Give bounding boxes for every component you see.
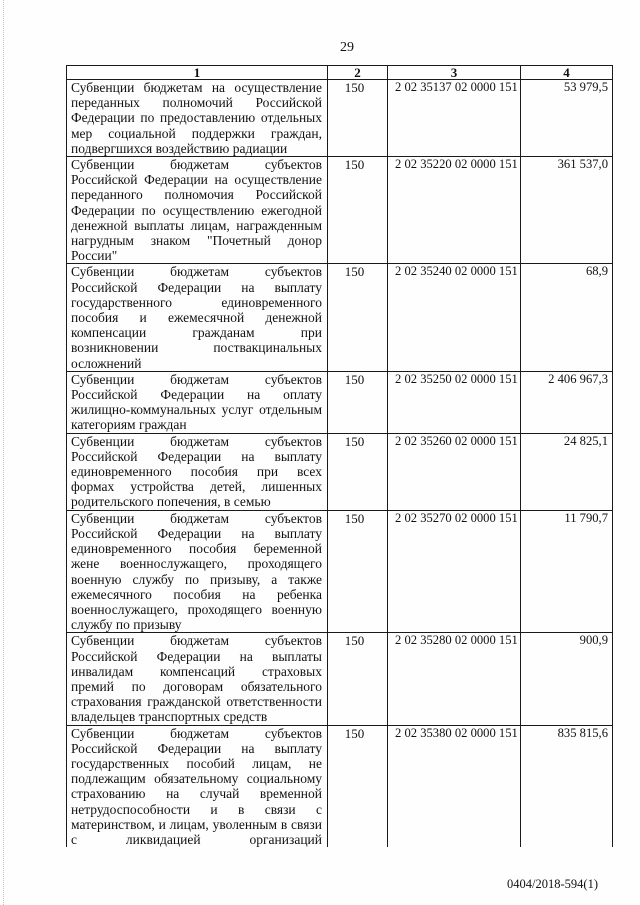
row-admin-code: 150 xyxy=(328,725,388,847)
row-admin-code: 150 xyxy=(328,264,388,371)
row-budget-code: 2 02 35280 02 0000 151 xyxy=(388,633,521,725)
description-line: владельцев транспортных средств xyxy=(71,709,268,725)
table-row xyxy=(67,510,613,633)
row-amount: 2 406 967,3 xyxy=(521,371,613,433)
row-description xyxy=(67,633,328,725)
description-line: подлежащим обязательному социальному xyxy=(71,771,322,787)
description-line: нагрудным знаком "Почетный донор xyxy=(71,233,322,249)
header-col-3: 3 xyxy=(388,66,521,80)
description-line: Субвенции бюджетам субъектов xyxy=(71,371,322,387)
row-amount: 24 825,1 xyxy=(521,433,613,510)
description-line: переданного полномочия Российской xyxy=(71,187,322,203)
description-line: Субвенции бюджетам субъектов xyxy=(71,510,322,526)
description-line: Субвенции бюджетам на осуществление xyxy=(71,80,322,95)
description-line: Российской Федерации на осуществление xyxy=(71,172,322,188)
description-line: категориям граждан xyxy=(71,417,187,433)
table-header-row xyxy=(67,66,613,80)
description-line: военнослужащего, проходящего военную xyxy=(71,601,322,617)
row-description xyxy=(67,371,328,433)
description-line: единовременного пособия при всех xyxy=(71,464,322,480)
description-line: нетрудоспособности и в связи с xyxy=(71,801,322,817)
header-col-2: 2 xyxy=(328,66,388,80)
description-line: государственных пособий лицам, не xyxy=(71,755,322,771)
description-line: военную службу по призыву, а также xyxy=(71,571,322,587)
description-line: Российской Федерации на оплату xyxy=(71,387,322,403)
description-line: Субвенции бюджетам субъектов xyxy=(71,157,322,173)
row-admin-code: 150 xyxy=(328,510,388,633)
description-line: Субвенции бюджетам субъектов xyxy=(71,725,322,741)
row-amount: 900,9 xyxy=(521,633,613,725)
row-amount: 11 790,7 xyxy=(521,510,613,633)
row-admin-code: 150 xyxy=(328,80,388,157)
description-line: Российской Федерации на выплату xyxy=(71,525,322,541)
description-line: Российской Федерации на выплату xyxy=(71,740,322,756)
row-description xyxy=(67,433,328,510)
scan-edge-shadow xyxy=(3,0,4,905)
description-line: Федерации по предоставлению отдельных xyxy=(71,110,322,126)
description-line: мер социальной поддержки граждан, xyxy=(71,125,322,141)
document-code: 0404/2018-594(1) xyxy=(507,877,598,891)
description-line: государственного единовременного xyxy=(71,294,322,310)
row-admin-code: 150 xyxy=(328,371,388,433)
header-col-4: 4 xyxy=(521,66,613,80)
description-line: единовременного пособия беременной xyxy=(71,541,322,557)
row-description xyxy=(67,510,328,633)
table-row xyxy=(67,264,613,371)
row-budget-code: 2 02 35380 02 0000 151 xyxy=(388,725,521,847)
description-line: компенсации гражданам при xyxy=(71,325,322,341)
description-line: премий по договорам обязательного xyxy=(71,678,322,694)
description-line: жилищно-коммунальных услуг отдельным xyxy=(71,402,322,418)
description-line: жене военнослужащего, проходящего xyxy=(71,556,322,572)
header-col-1: 1 xyxy=(67,66,328,80)
row-budget-code: 2 02 35220 02 0000 151 xyxy=(388,157,521,264)
description-line: подвергшихся воздействию радиации xyxy=(71,140,288,156)
row-amount: 835 815,6 xyxy=(521,725,613,847)
row-budget-code: 2 02 35240 02 0000 151 xyxy=(388,264,521,371)
description-line: формах устройства детей, лишенных xyxy=(71,479,322,495)
description-line: материнством, и лицам, уволенным в связи xyxy=(71,816,322,832)
table-row xyxy=(67,633,613,725)
row-budget-code: 2 02 35270 02 0000 151 xyxy=(388,510,521,633)
row-description xyxy=(67,725,328,847)
description-line: Российской Федерации на выплату xyxy=(71,448,322,464)
description-line: родительского попечения, в семью xyxy=(71,494,271,510)
row-budget-code: 2 02 35137 02 0000 151 xyxy=(388,80,521,157)
row-admin-code: 150 xyxy=(328,157,388,264)
description-line: осложнений xyxy=(71,355,142,371)
description-line: страхованию на случай временной xyxy=(71,786,322,802)
description-line: страхования гражданской ответственности xyxy=(71,694,322,710)
description-line: Субвенции бюджетам субъектов xyxy=(71,433,322,449)
table-row xyxy=(67,371,613,433)
description-line: Российской Федерации на выплату xyxy=(71,279,322,295)
table-body xyxy=(67,80,613,848)
description-line: ежемесячного пособия на ребенка xyxy=(71,586,322,602)
row-amount: 361 537,0 xyxy=(521,157,613,264)
row-budget-code: 2 02 35250 02 0000 151 xyxy=(388,371,521,433)
description-line: службу по призыву xyxy=(71,617,182,633)
description-line: переданных полномочий Российской xyxy=(71,95,322,111)
row-admin-code: 150 xyxy=(328,433,388,510)
row-description xyxy=(67,264,328,371)
table-row xyxy=(67,433,613,510)
description-line: с ликвидацией организаций xyxy=(71,831,322,847)
table-row xyxy=(67,80,613,157)
row-description xyxy=(67,157,328,264)
description-line: пособия и ежемесячной денежной xyxy=(71,310,322,326)
description-line: возникновении поствакцинальных xyxy=(71,340,322,356)
row-admin-code: 150 xyxy=(328,633,388,725)
row-description xyxy=(67,80,328,157)
budget-table xyxy=(66,65,613,847)
description-line: Федерации по осуществлению ежегодной xyxy=(71,202,322,218)
row-amount: 53 979,5 xyxy=(521,80,613,157)
description-line: Субвенции бюджетам субъектов xyxy=(71,264,322,280)
row-budget-code: 2 02 35260 02 0000 151 xyxy=(388,433,521,510)
description-line: России" xyxy=(71,248,118,264)
description-line: Субвенции бюджетам субъектов xyxy=(71,633,322,649)
description-line: Российской Федерации на выплаты xyxy=(71,648,322,664)
row-amount: 68,9 xyxy=(521,264,613,371)
description-line: денежной выплаты лицам, награжденным xyxy=(71,217,322,233)
description-line: инвалидам компенсаций страховых xyxy=(71,663,322,679)
table-row xyxy=(67,725,613,847)
page-number: 29 xyxy=(340,40,354,55)
table-row xyxy=(67,157,613,264)
